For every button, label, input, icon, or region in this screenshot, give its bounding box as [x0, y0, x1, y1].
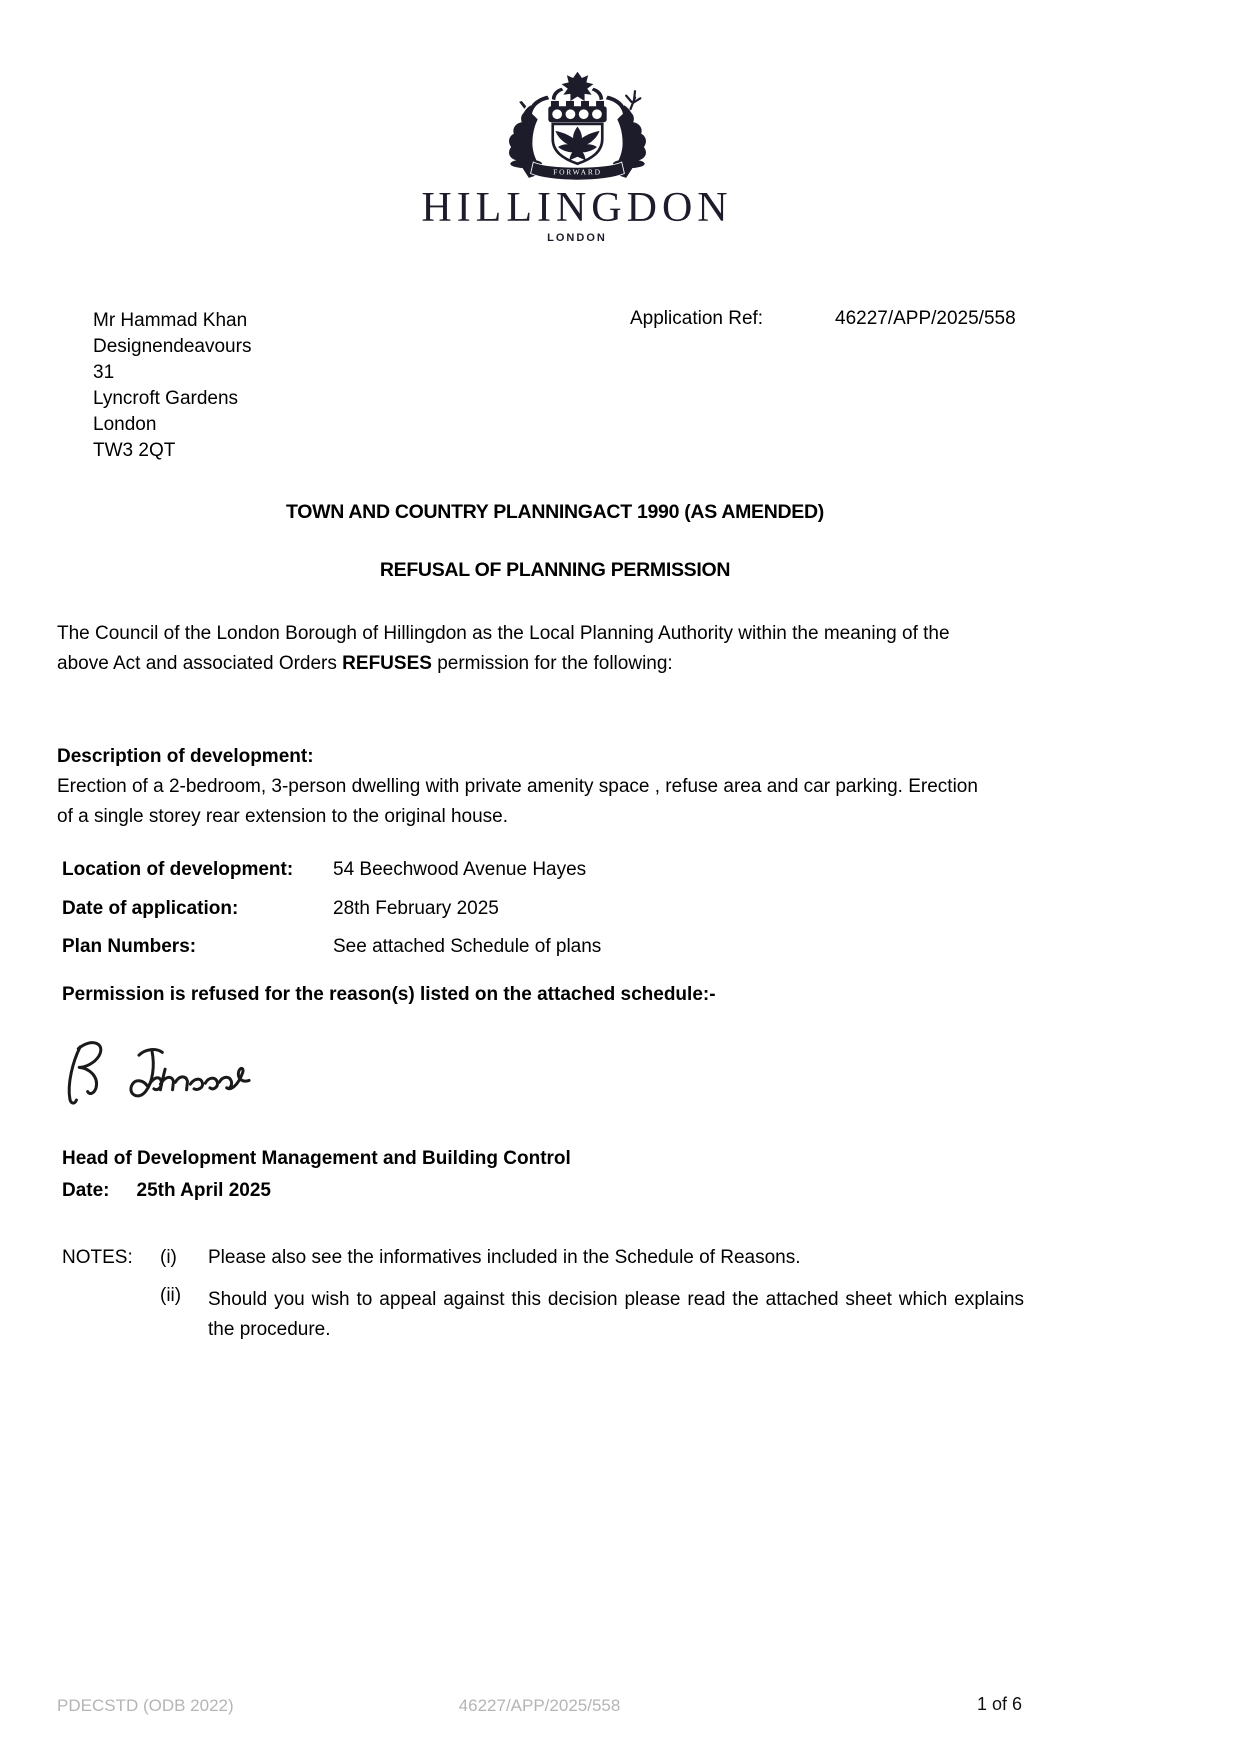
logo-subtitle: LONDON — [547, 232, 607, 244]
plan-numbers-label: Plan Numbers: — [62, 936, 197, 957]
date-of-application-label: Date of application: — [62, 898, 239, 919]
recipient-line: London — [93, 414, 157, 435]
refuses-emphasis: REFUSES — [342, 653, 432, 674]
location-value: 54 Beechwood Avenue Hayes — [333, 859, 587, 880]
date-value: 25th April 2025 — [136, 1180, 271, 1201]
note-marker: (ii) — [160, 1285, 182, 1306]
intro-text: above Act and associated Orders — [57, 653, 343, 674]
crest-motto: FORWARD — [552, 167, 602, 177]
footer-reference: 46227/APP/2025/558 — [458, 1696, 621, 1715]
refusal-statement: Permission is refused for the reason(s) listed on the attached schedule:- — [62, 984, 716, 1005]
application-ref-label: Application Ref: — [630, 308, 764, 329]
heading-decision: REFUSAL OF PLANNING PERMISSION — [379, 559, 731, 581]
note-text: Should you wish to appeal against this decision please read the attached sheet which explains the procedure. — [208, 1289, 1024, 1340]
description-label: Description of development: — [57, 746, 314, 767]
plan-numbers-value: See attached Schedule of plans — [333, 936, 602, 957]
note-text: Please also see the informatives included in the Schedule of Reasons. — [208, 1247, 801, 1268]
description-line: Erection of a 2-bedroom, 3-person dwelling with private amenity space , refuse area and car parking. Erection — [57, 776, 978, 797]
signatory-title: Head of Development Management and Building Control — [62, 1148, 571, 1169]
recipient-line: TW3 2QT — [93, 440, 176, 461]
recipient-address — [93, 308, 251, 464]
description-section — [57, 742, 978, 832]
intro-line: The Council of the London Borough of Hillingdon as the Local Planning Authority within the meaning of the — [57, 623, 950, 644]
recipient-line: Lyncroft Gardens — [93, 388, 239, 409]
recipient-line: Designendeavours — [93, 336, 252, 357]
heading-act: TOWN AND COUNTRY PLANNINGACT 1990 (AS AMENDED) — [285, 501, 824, 523]
footer-page-number: 1 of 6 — [976, 1694, 1022, 1714]
description-line: of a single storey rear extension to the original house. — [57, 806, 508, 827]
intro-line — [57, 649, 950, 679]
decision-date-line — [62, 1180, 271, 1202]
note-marker: (i) — [160, 1247, 177, 1268]
recipient-line: Mr Hammad Khan — [93, 310, 248, 331]
date-label: Date: — [62, 1180, 110, 1201]
date-of-application-value: 28th February 2025 — [333, 898, 499, 919]
signature — [52, 1030, 267, 1114]
hillingdon-logo — [420, 70, 734, 244]
intro-paragraph — [57, 619, 950, 679]
notes-label: NOTES: — [62, 1247, 133, 1268]
intro-text: permission for the following: — [431, 653, 673, 674]
footer-form-code: PDECSTD (ODB 2022) — [57, 1696, 234, 1715]
hillingdon-crest-icon — [480, 70, 675, 185]
recipient-line: 31 — [93, 362, 115, 383]
location-label: Location of development: — [62, 859, 294, 880]
application-ref-value: 46227/APP/2025/558 — [835, 308, 1016, 329]
logo-wordmark: HILLINGDON — [421, 185, 733, 231]
